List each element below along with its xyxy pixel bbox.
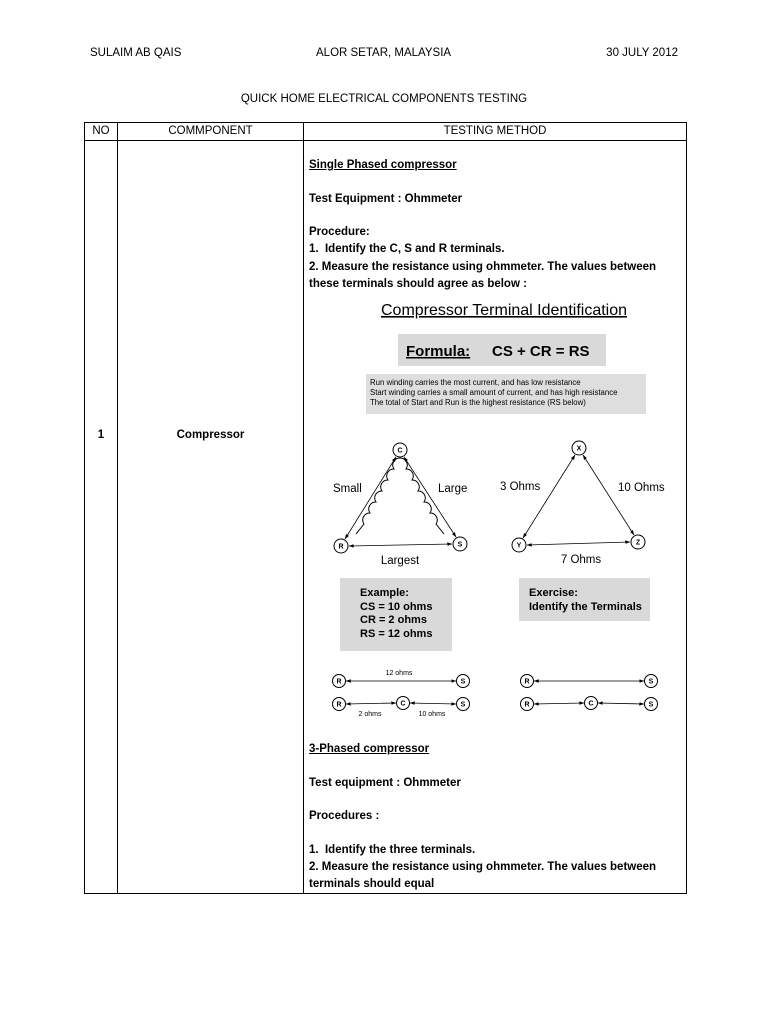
cs-arrow — [598, 703, 644, 704]
cell-testing-method — [304, 141, 686, 893]
single-phase-step-line: 1. Identify the C, S and R terminals. — [309, 243, 505, 255]
example-value-line: CR = 2 ohms — [360, 614, 427, 626]
single-phase-step-line: these terminals should agree as below : — [309, 278, 527, 290]
side-arrow-xz — [583, 455, 634, 535]
side-arrow-rs — [349, 544, 452, 546]
cell-component — [118, 141, 303, 893]
column-header-component: COMMPONENT — [168, 125, 253, 137]
example-value-line: CS = 10 ohms — [360, 601, 433, 613]
side-label-bottom: Largest — [380, 555, 420, 567]
example-title: Example: — [360, 587, 409, 599]
terminal-node — [521, 698, 534, 711]
cs-resistance-label: 10 ohms — [418, 711, 446, 718]
terminal-node — [645, 675, 658, 688]
terminal-node-right — [631, 535, 645, 549]
rs-resistance-label: 12 ohms — [385, 670, 413, 677]
terminal-node — [521, 675, 534, 688]
three-phase-procedure-label: Procedures : — [309, 810, 380, 822]
terminal-node-left — [512, 538, 526, 552]
single-phase-step-line: 2. Measure the resistance using ohmmeter. The values between — [309, 261, 657, 273]
exercise-title: Exercise: — [529, 587, 578, 599]
example-triangle — [333, 443, 467, 567]
example-value-line: RS = 12 ohms — [360, 628, 433, 640]
terminal-letter: X — [576, 445, 582, 453]
side-arrow-cs — [404, 457, 456, 537]
terminal-letter: S — [460, 678, 466, 686]
terminal-node — [457, 675, 470, 688]
run-winding-coil — [400, 458, 444, 534]
side-arrow-yz — [527, 542, 630, 545]
column-header-testing-method: TESTING METHOD — [443, 125, 547, 137]
rc-arrow — [346, 703, 396, 704]
terminal-node-right — [453, 537, 467, 551]
three-phase-equipment: Test equipment : Ohmmeter — [309, 777, 461, 789]
notes-box — [366, 374, 646, 414]
single-phase-procedure-label: Procedure: — [309, 226, 370, 238]
header-author: SULAIM AB QAIS — [90, 47, 182, 59]
figure-title: Compressor Terminal Identification — [380, 302, 628, 319]
single-phase-equipment: Test Equipment : Ohmmeter — [309, 193, 463, 205]
terminal-node-top — [393, 443, 407, 457]
terminal-letter: S — [648, 678, 654, 686]
side-label-bottom: 7 Ohms — [560, 554, 602, 566]
exercise-linear-layout — [521, 675, 658, 711]
side-label-right: Large — [438, 483, 468, 495]
terminal-letter: Z — [635, 539, 641, 547]
formula-label: Formula: — [406, 343, 471, 360]
terminal-node — [333, 675, 346, 688]
side-label-left: 3 Ohms — [500, 481, 541, 493]
exercise-box-background — [519, 578, 650, 621]
terminal-letter: C — [400, 700, 406, 708]
terminal-node-top — [572, 441, 586, 455]
note-line: Run winding carries the most current, and has low resistance — [370, 378, 581, 387]
three-phase-heading: 3-Phased compressor — [309, 743, 430, 755]
terminal-letter: Y — [516, 542, 522, 550]
example-linear-layout — [333, 670, 470, 718]
three-phase-step-line: 1. Identify the three terminals. — [309, 844, 476, 856]
exercise-triangle — [500, 441, 665, 566]
terminal-node — [397, 697, 410, 710]
note-line: The total of Start and Run is the highest resistance (RS below) — [370, 398, 586, 407]
cs-arrow — [410, 703, 456, 704]
terminal-letter: S — [460, 701, 466, 709]
terminal-node — [457, 698, 470, 711]
terminal-letter: S — [457, 541, 463, 549]
exercise-box — [519, 578, 650, 621]
terminal-letter: R — [524, 678, 530, 686]
side-label-left: Small — [333, 483, 362, 495]
header-location: ALOR SETAR, MALAYSIA — [316, 47, 452, 59]
terminal-letter: S — [648, 701, 654, 709]
terminal-letter: R — [336, 701, 342, 709]
document-title: QUICK HOME ELECTRICAL COMPONENTS TESTING — [240, 93, 528, 105]
terminal-node-left — [334, 539, 348, 553]
example-box — [340, 578, 452, 651]
side-label-right: 10 Ohms — [618, 482, 665, 494]
rc-resistance-label: 2 ohms — [358, 711, 382, 718]
single-phase-heading: Single Phased compressor — [309, 159, 457, 171]
note-line: Start winding carries a small amount of current, and has high resistance — [370, 388, 618, 397]
formula-text: CS + CR = RS — [492, 343, 590, 360]
terminal-node — [585, 697, 598, 710]
three-phase-step-line: terminals should equal — [309, 878, 435, 890]
terminal-letter: R — [524, 701, 530, 709]
column-header-no: NO — [92, 125, 110, 137]
side-arrow-cr — [345, 457, 396, 539]
start-winding-coil — [356, 458, 400, 534]
three-phase-step-line: 2. Measure the resistance using ohmmeter. The values between — [309, 861, 657, 873]
terminal-letter: C — [588, 700, 594, 708]
terminal-node — [645, 698, 658, 711]
rc-arrow — [534, 703, 584, 704]
terminal-node — [333, 698, 346, 711]
compressor-terminal-figure — [320, 295, 670, 725]
component-name: Compressor — [176, 429, 245, 441]
side-arrow-xy — [523, 455, 575, 538]
exercise-text: Identify the Terminals — [529, 601, 642, 613]
row-number: 1 — [97, 429, 105, 441]
terminal-letter: C — [397, 447, 403, 455]
header-date: 30 JULY 2012 — [606, 47, 678, 59]
formula-box — [398, 334, 606, 366]
terminal-letter: R — [336, 678, 342, 686]
cell-no — [85, 141, 117, 893]
testing-table — [84, 122, 687, 894]
terminal-letter: R — [338, 543, 344, 551]
